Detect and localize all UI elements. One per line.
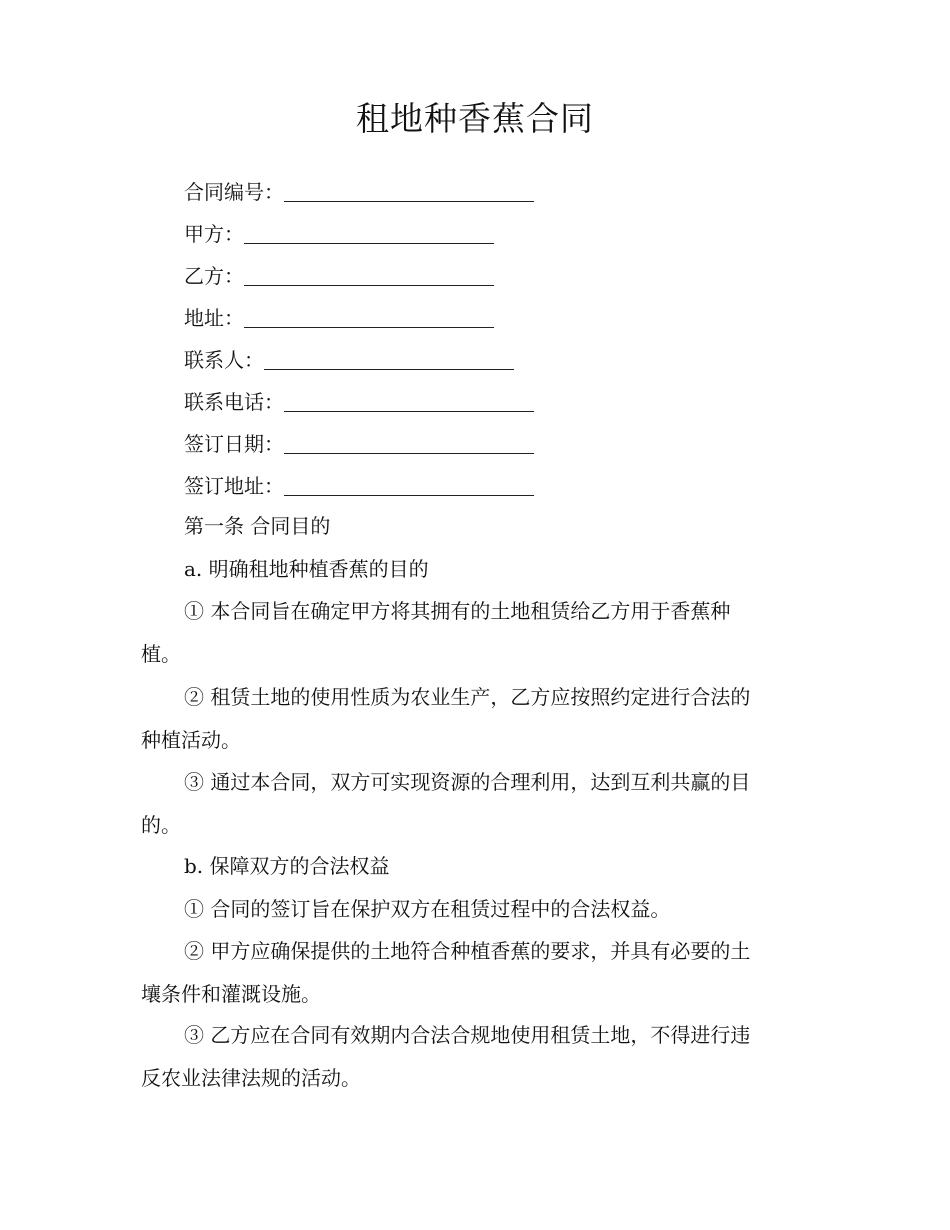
fill-in-blank xyxy=(284,389,534,412)
field-label: 联系电话： xyxy=(184,390,284,414)
clause-b3-line1: ③ 乙方应在合同有效期内合法合规地使用租赁土地，不得进行违 xyxy=(184,1023,751,1047)
field-label: 合同编号： xyxy=(184,180,284,204)
field-contact-person xyxy=(184,344,514,374)
field-label: 签订地址： xyxy=(184,474,284,498)
fill-in-blank xyxy=(244,305,494,328)
field-address xyxy=(184,302,494,332)
fill-in-blank xyxy=(244,221,494,244)
clause-a2-line1: ② 租赁土地的使用性质为农业生产，乙方应按照约定进行合法的 xyxy=(184,685,751,709)
fill-in-blank xyxy=(284,179,534,202)
article-1-heading: 第一条 合同目的 xyxy=(184,514,331,538)
field-label: 乙方： xyxy=(184,264,244,288)
fill-in-blank xyxy=(264,347,514,370)
section-b-heading: b. 保障双方的合法权益 xyxy=(184,854,390,878)
field-signing-address xyxy=(184,470,534,500)
field-party-a xyxy=(184,218,494,248)
section-a-heading: a. 明确租地种植香蕉的目的 xyxy=(184,557,429,581)
field-contract-number xyxy=(184,176,534,206)
clause-a3-line2: 的。 xyxy=(141,813,181,837)
clause-b3-line2: 反农业法律法规的活动。 xyxy=(141,1066,361,1090)
clause-b2-line2: 壤条件和灌溉设施。 xyxy=(141,982,321,1006)
clause-b1-line1: ① 合同的签订旨在保护双方在租赁过程中的合法权益。 xyxy=(184,897,671,921)
clause-a3-line1: ③ 通过本合同，双方可实现资源的合理利用，达到互利共赢的目 xyxy=(184,770,751,794)
field-label: 签订日期： xyxy=(184,432,284,456)
fill-in-blank xyxy=(284,473,534,496)
document-title: 租地种香蕉合同 xyxy=(356,99,594,138)
field-label: 联系人： xyxy=(184,348,264,372)
clause-a2-line2: 种植活动。 xyxy=(141,728,241,752)
field-label: 甲方： xyxy=(184,222,244,246)
field-contact-phone xyxy=(184,386,534,416)
clause-a1-line1: ① 本合同旨在确定甲方将其拥有的土地租赁给乙方用于香蕉种 xyxy=(184,599,731,623)
field-party-b xyxy=(184,260,494,290)
fill-in-blank xyxy=(244,263,494,286)
clause-b2-line1: ② 甲方应确保提供的土地符合种植香蕉的要求，并具有必要的土 xyxy=(184,939,751,963)
fill-in-blank xyxy=(284,431,534,454)
field-label: 地址： xyxy=(184,306,244,330)
field-signing-date xyxy=(184,428,534,458)
clause-a1-line2: 植。 xyxy=(141,642,181,666)
